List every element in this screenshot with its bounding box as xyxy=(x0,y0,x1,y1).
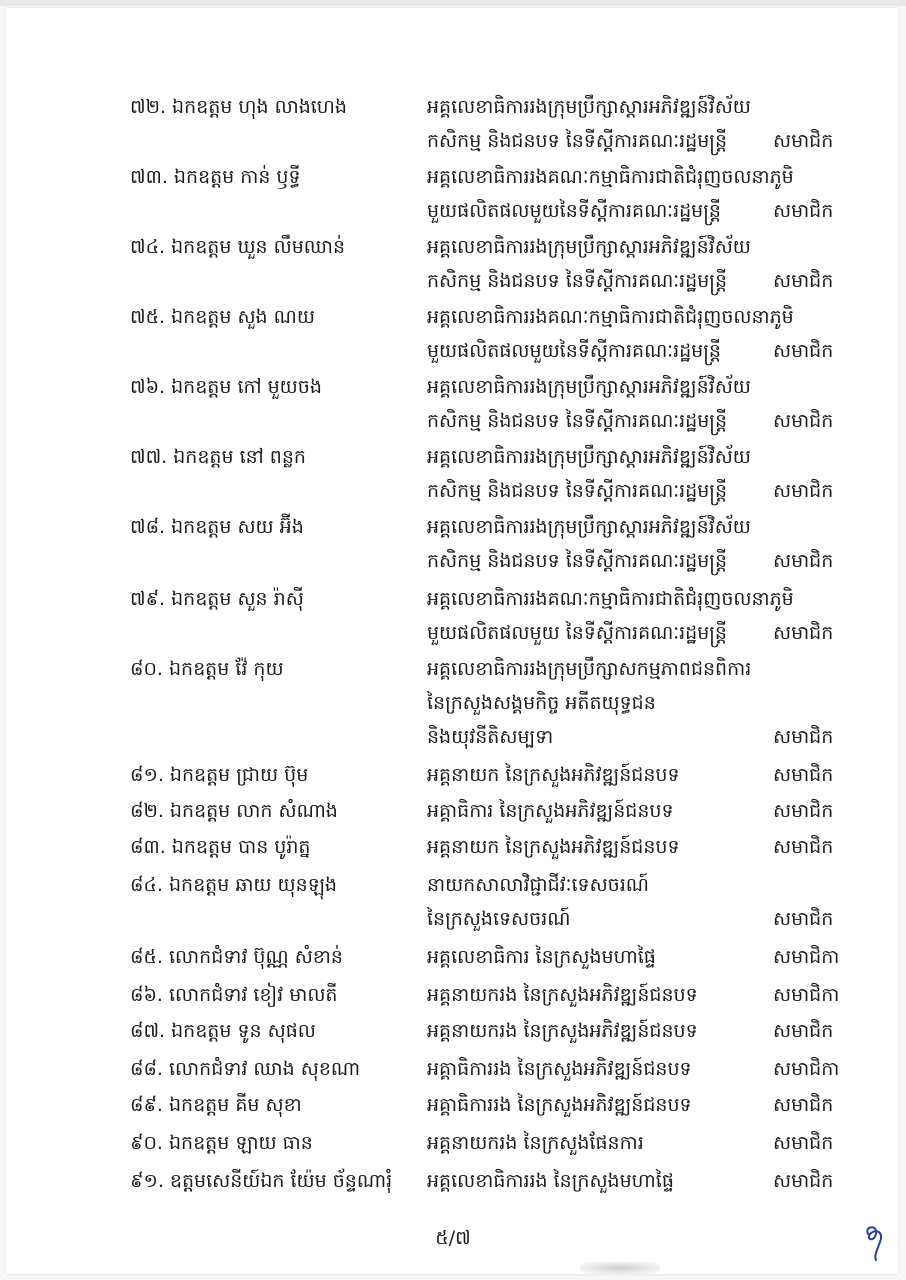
member-role: សមាជិក xyxy=(773,270,834,292)
member-name: ៧៣. ឯកឧត្តម កាន់ ឫទ្ធី xyxy=(130,166,301,188)
member-position xyxy=(427,1126,767,1160)
position-line: មួយផលិតផលមួយ នៃទីស្តីការគណៈរដ្ឋមន្ត្រី xyxy=(427,622,727,644)
position-line: អគ្គាធិការ នៃក្រសួងអភិវឌ្ឍន៍ជនបទ xyxy=(427,800,674,822)
member-name: ៨០. ឯកឧត្តម វ៉ែ កុយ xyxy=(130,658,284,680)
member-name: ៨៥. លោកជំទាវ ប៊ុណ្ណ សំខាន់ xyxy=(130,946,343,968)
member-role: សមាជិក xyxy=(773,130,834,152)
position-line: អគ្គនាយករង នៃក្រសួងផែនការ xyxy=(427,1132,644,1154)
member-name: ៧៤. ឯកឧត្តម ឃួន លឹមឈាន់ xyxy=(130,236,346,258)
member-role: សមាជិក xyxy=(773,410,834,432)
position-line: មួយផលិតផលមួយនៃទីស្តីការគណៈរដ្ឋមន្ត្រី xyxy=(427,340,721,362)
member-position xyxy=(427,940,767,974)
member-role: សមាជិក xyxy=(773,340,834,362)
member-role: សមាជិកា xyxy=(773,946,840,968)
position-line: អគ្គលេខាធិការរងក្រុមប្រឹក្សាស្តារអភិវឌ្ឍន៍វិស័យ xyxy=(427,516,751,538)
member-position xyxy=(427,652,767,754)
member-name: ៨២. ឯកឧត្តម លាក សំណាង xyxy=(130,800,338,822)
member-role: សមាជិក xyxy=(773,836,834,858)
member-position xyxy=(427,830,767,864)
member-name: ៨៤. ឯកឧត្តម ឆាយ យុនឡុង xyxy=(130,874,337,896)
member-name: ៨១. ឯកឧត្តម ជ្រាយ ប៊ុម xyxy=(130,764,309,786)
member-name: ៩១. ឧត្តមសេនីយ៍ឯក យ៉ែម ច័ន្ទណារុំ xyxy=(130,1170,393,1192)
member-role: សមាជិក xyxy=(773,1170,834,1192)
member-role: សមាជិកា xyxy=(773,984,840,1006)
member-name: ៨៧. ឯកឧត្តម ទូន សុផល xyxy=(130,1020,316,1042)
position-line: កសិកម្ម និងជនបទ នៃទីស្តីការគណៈរដ្ឋមន្ត្រី xyxy=(427,410,728,432)
member-position xyxy=(427,794,767,828)
position-line: មួយផលិតផលមួយនៃទីស្តីការគណៈរដ្ឋមន្ត្រី xyxy=(427,200,721,222)
scan-smudge xyxy=(580,1262,660,1274)
member-role: សមាជិកា xyxy=(773,1058,840,1080)
member-position xyxy=(427,230,767,298)
member-role: សមាជិក xyxy=(773,200,834,222)
member-name: ៧៧. ឯកឧត្តម នៅ ពន្លក xyxy=(130,446,306,468)
member-name: ៧៥. ឯកឧត្តម សួង ណយ xyxy=(130,306,315,328)
member-role: សមាជិក xyxy=(773,480,834,502)
position-line: កសិកម្ម និងជនបទ នៃទីស្តីការគណៈរដ្ឋមន្ត្រី xyxy=(427,480,728,502)
member-position xyxy=(427,510,767,578)
member-position xyxy=(427,1164,767,1198)
position-line: កសិកម្ម និងជនបទ នៃទីស្តីការគណៈរដ្ឋមន្ត្រី xyxy=(427,130,728,152)
position-line: អគ្គលេខាធិការរងក្រុមប្រឹក្សាស្តារអភិវឌ្ឍន៍វិស័យ xyxy=(427,446,751,468)
member-position xyxy=(427,1052,767,1086)
member-name: ៧៨. ឯកឧត្តម សយ អ៊ីង xyxy=(130,516,304,538)
position-line: អគ្គលេខាធិការរងក្រុមប្រឹក្សាស្តារអភិវឌ្ឍន៍វិស័យ xyxy=(427,376,751,398)
member-role: សមាជិក xyxy=(773,800,834,822)
member-role: សមាជិក xyxy=(773,764,834,786)
position-line: អគ្គលេខាធិការរងគណៈកម្មាធិការជាតិជំរុញចលនាភូមិ xyxy=(427,306,794,328)
position-line: អគ្គនាយក នៃក្រសួងអភិវឌ្ឍន៍ជនបទ xyxy=(427,836,680,858)
position-line: នៃក្រសួងសង្គមកិច្ច អតីតយុទ្ធជន xyxy=(427,692,656,714)
position-line: នាយកសាលាវិជ្ជាជីវៈទេសចរណ៍ xyxy=(427,874,649,896)
member-name: ៧៩. ឯកឧត្តម សួន រ៉ាស៊ី xyxy=(130,588,304,610)
position-line: អគ្គនាយករង នៃក្រសួងអភិវឌ្ឍន៍ជនបទ xyxy=(427,1020,698,1042)
member-position xyxy=(427,300,794,368)
member-role: សមាជិក xyxy=(773,622,834,644)
member-role: សមាជិក xyxy=(773,726,834,748)
member-name: ៨៣. ឯកឧត្តម បាន បូរ៉ាត្ន xyxy=(130,836,311,858)
position-line: អគ្គលេខាធិការរងគណៈកម្មាធិការជាតិជំរុញចលនាភូមិ xyxy=(427,588,794,610)
position-line: អគ្គលេខាធិការរងក្រុមប្រឹក្សាស្តារអភិវឌ្ឍន៍វិស័យ xyxy=(427,96,751,118)
position-line: អគ្គនាយក នៃក្រសួងអភិវឌ្ឍន៍ជនបទ xyxy=(427,764,680,786)
position-line: កសិកម្ម និងជនបទ នៃទីស្តីការគណៈរដ្ឋមន្ត្រី xyxy=(427,270,728,292)
position-line: អគ្គាធិការរង នៃក្រសួងអភិវឌ្ឍន៍ជនបទ xyxy=(427,1094,692,1116)
position-line: និងយុវនីតិសម្បទា xyxy=(427,726,554,748)
member-role: សមាជិក xyxy=(773,1094,834,1116)
member-role: សមាជិក xyxy=(773,1020,834,1042)
member-name: ៧៦. ឯកឧត្តម កៅ មួយចង xyxy=(130,376,322,398)
member-position xyxy=(427,978,767,1012)
member-name: ៩០. ឯកឧត្តម ឡាយ ធាន xyxy=(130,1132,313,1154)
member-name: ៨៨. លោកជំទាវ ឈាង សុខណា xyxy=(130,1058,361,1080)
position-line: អគ្គលេខាធិការ នៃក្រសួងមហាផ្ទៃ xyxy=(427,946,656,968)
member-position xyxy=(427,160,794,228)
member-position xyxy=(427,90,767,158)
member-role: សមាជិក xyxy=(773,1132,834,1154)
member-position xyxy=(427,370,767,438)
page-number: ៥/៧ xyxy=(435,1227,471,1249)
position-line: នៃក្រសួងទេសចរណ៍ xyxy=(427,908,571,930)
position-line: កសិកម្ម និងជនបទ នៃទីស្តីការគណៈរដ្ឋមន្ត្រី xyxy=(427,550,728,572)
position-line: អគ្គលេខាធិការរងគណៈកម្មាធិការជាតិជំរុញចលនាភូមិ xyxy=(427,166,794,188)
scan-top-edge xyxy=(0,0,906,6)
member-position xyxy=(427,758,767,792)
member-name: ៧២. ឯកឧត្តម ហុង លាងហេង xyxy=(130,96,347,118)
member-position xyxy=(427,1014,767,1048)
member-name: ៨៩. ឯកឧត្តម គីម សុខា xyxy=(130,1094,302,1116)
member-position xyxy=(427,868,767,936)
position-line: អគ្គលេខាធិការរង នៃក្រសួងមហាផ្ទៃ xyxy=(427,1170,674,1192)
member-role: សមាជិក xyxy=(773,908,834,930)
position-line: អគ្គលេខាធិការរងក្រុមប្រឹក្សាសកម្មភាពជនពិការ xyxy=(427,658,752,680)
position-line: អគ្គលេខាធិការរងក្រុមប្រឹក្សាស្តារអភិវឌ្ឍន៍វិស័យ xyxy=(427,236,751,258)
position-line: អគ្គនាយករង នៃក្រសួងអភិវឌ្ឍន៍ជនបទ xyxy=(427,984,698,1006)
member-name: ៨៦. លោកជំទាវ ខៀវ មាលតី xyxy=(130,984,338,1006)
member-role: សមាជិក xyxy=(773,550,834,572)
member-position xyxy=(427,1088,767,1122)
handwritten-initial-signature xyxy=(862,1222,890,1262)
member-position xyxy=(427,440,767,508)
member-position xyxy=(427,582,794,650)
position-line: អគ្គាធិការរង នៃក្រសួងអភិវឌ្ឍន៍ជនបទ xyxy=(427,1058,692,1080)
